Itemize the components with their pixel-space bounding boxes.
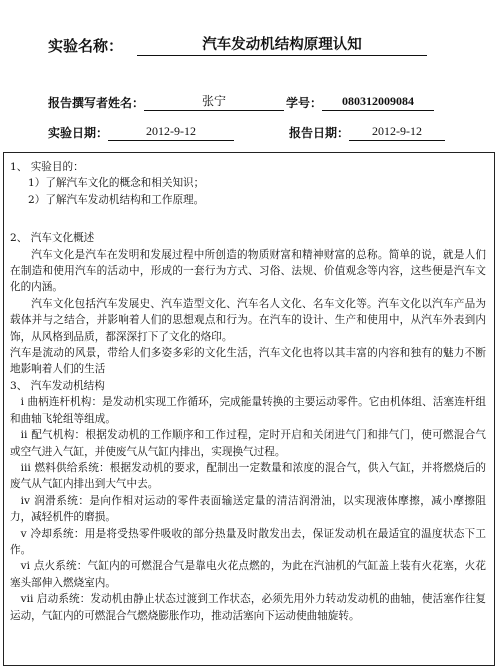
student-id-value: 080312009084 (322, 94, 434, 111)
engine-item-4: ⅳ 润滑系统：是向作相对运动的零件表面输送定量的清洁润滑油，以实现液体摩擦，减小摩擦阻力，减轻机件的磨损。 (10, 494, 486, 524)
culture-paragraph-3: 汽车是流动的风景，带给人们多姿多彩的文化生活，汽车文化也将以其丰富的内容和独有的魅力不断地影响着人们的生活 (10, 347, 486, 376)
experiment-name-row (48, 33, 427, 56)
author-value: 张宁 (144, 92, 284, 111)
engine-item-2: ⅱ 配气机构：根据发动机的工作顺序和工作过程，定时开启和关闭进气门和排气门，使可燃混合气或空气进入气缸，并使废气从气缸内排出，实现换气过程。 (10, 429, 486, 458)
section-1-title: 1、 实验目的： (10, 161, 84, 173)
report-header (0, 0, 500, 150)
objective-item-1: 1）了解汽车文化的概念和相关知识； (28, 177, 205, 190)
engine-item-6: ⅵ 点火系统：气缸内的可燃混合气是靠电火花点燃的，为此在汽油机的气缸盖上装有火花塞，火花塞头部伸入燃烧室内。 (10, 560, 486, 589)
student-id-label: 学号： (286, 96, 323, 110)
author-label: 报告撰写者姓名： (48, 96, 145, 110)
experiment-date-value: 2012-9-12 (108, 124, 234, 141)
section-3-title: 3、 汽车发动机结构 (10, 379, 105, 392)
engine-item-1: ⅰ 曲柄连杆机构：是发动机实现工作循环，完成能量转换的主要运动零件。它由机体组、活塞连杆组和曲轴飞轮组等组成。 (10, 396, 486, 425)
experiment-date-label: 实验日期： (48, 126, 109, 140)
engine-item-7: ⅶ 启动系统：发动机由静止状态过渡到工作状态，必须先用外力转动发动机的曲轴，使活塞作往复运动，气缸内的可燃混合气燃烧膨胀作功，推动活塞向下运动使曲轴旋转。 (10, 593, 486, 622)
report-content (3, 152, 495, 666)
culture-paragraph-1: 汽车文化是汽车在发明和发展过程中所创造的物质财富和精神财富的总称。简单的说，就是人们在制造和使用汽车的活动中，形成的一套行为方式、习俗、法规、价值观念等内容，这些便是汽车文化的内涵。 (10, 248, 486, 294)
engine-item-3: ⅲ 燃料供给系统：根据发动机的要求，配制出一定数量和浓度的混合气，供入气缸，并将燃烧后的废气从气缸内排出到大气中去。 (10, 461, 486, 491)
report-date-label: 报告日期： (289, 126, 350, 140)
culture-paragraph-2: 汽车文化包括汽车发展史、汽车造型文化、汽车名人文化、名车文化等。汽车文化以汽车产品为载体并与之结合，并影响着人们的思想观点和行为。在汽车的设计、生产和使用中，从汽车外表到内饰，从风格到品质，都深深打下了文化的烙印。 (10, 297, 486, 343)
engine-item-5: ⅴ 冷却系统：用是将受热零件吸收的部分热量及时散发出去，保证发动机在最适宜的温度状态下工作。 (10, 527, 486, 556)
experiment-name-value: 汽车发动机结构原理认知 (137, 33, 427, 56)
report-date-value: 2012-9-12 (349, 124, 445, 141)
date-row (48, 124, 445, 141)
experiment-name-label: 实验名称： (48, 37, 124, 55)
objective-item-2: 2）了解汽车发动机结构和工作原理。 (28, 193, 205, 206)
author-row (48, 92, 434, 111)
section-2-title: 2、 汽车文化概述 (10, 232, 95, 245)
